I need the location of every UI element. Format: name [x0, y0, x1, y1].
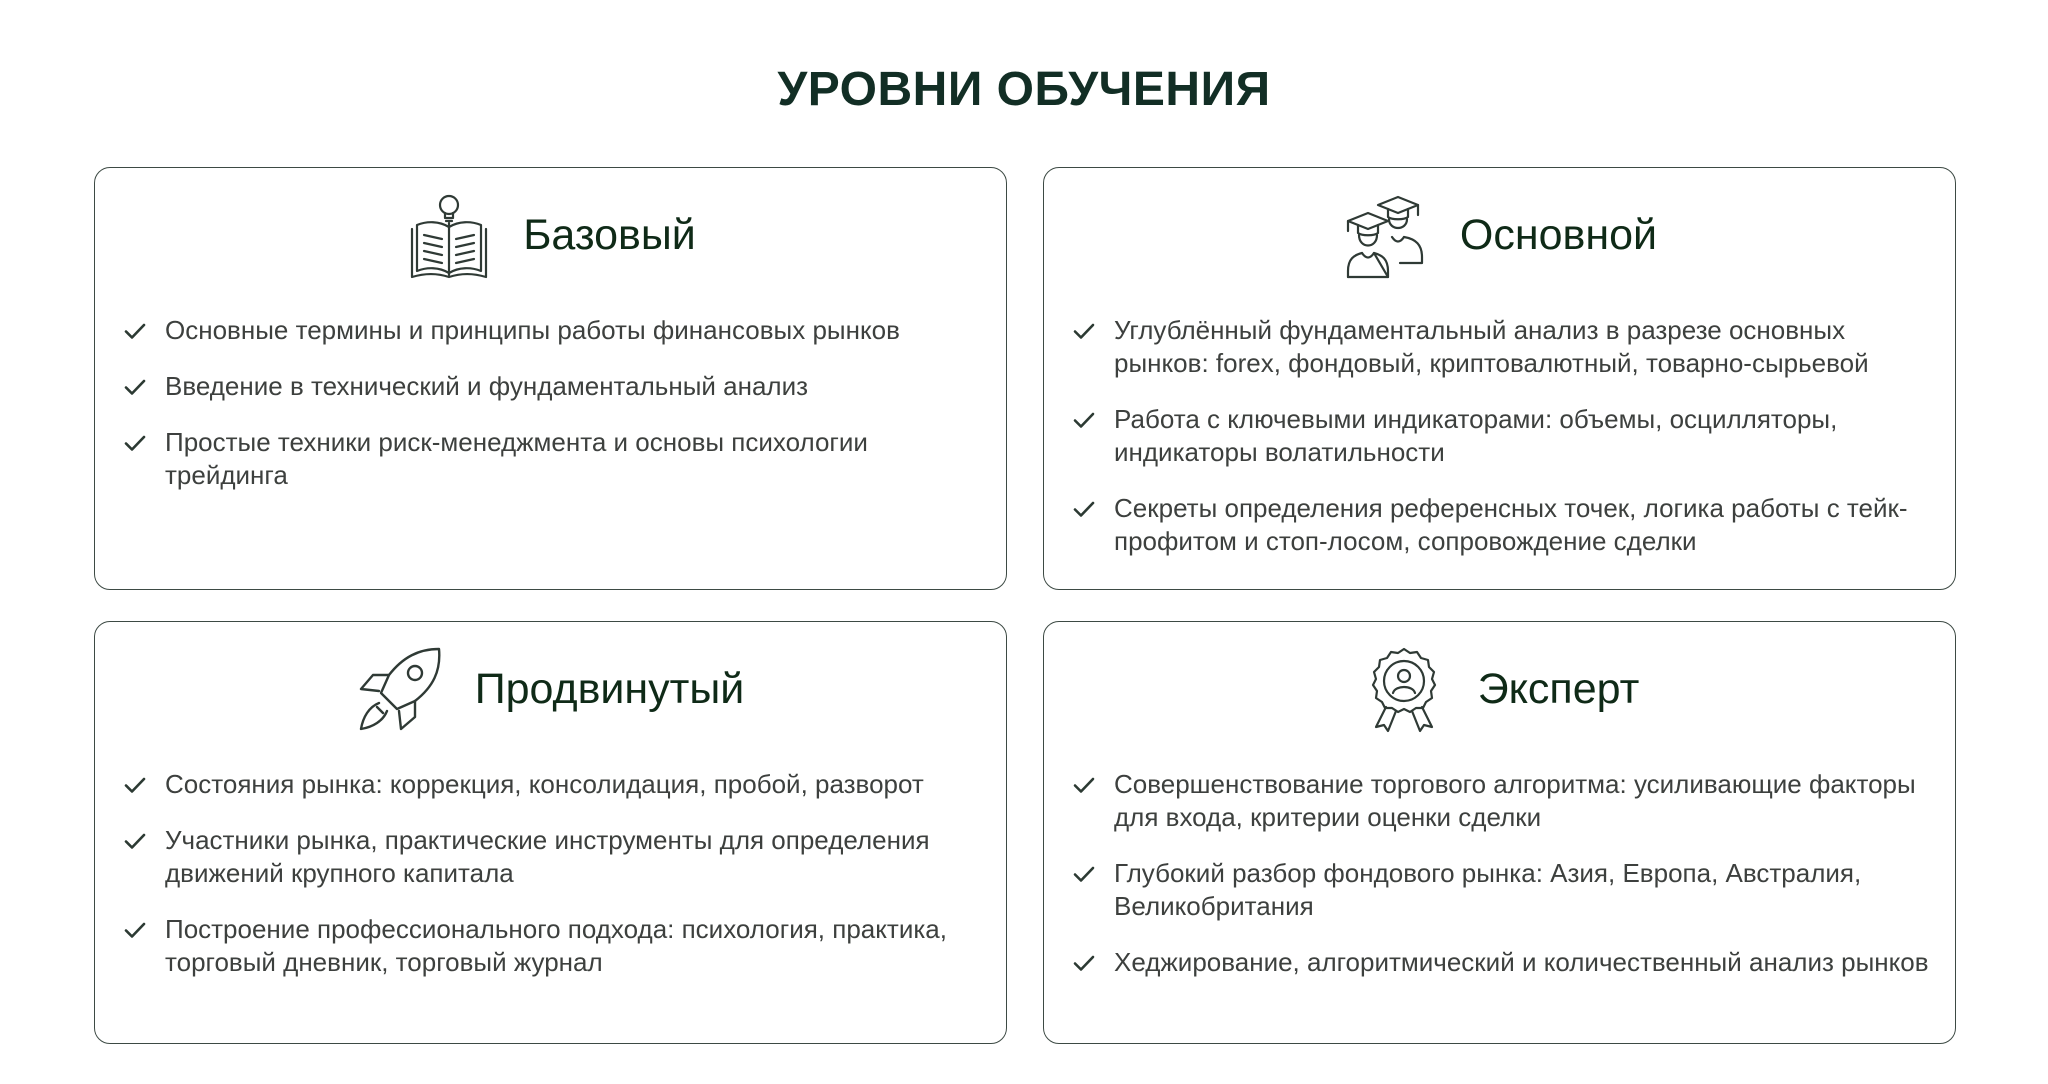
check-icon	[123, 375, 147, 399]
list-item	[123, 426, 986, 492]
check-icon	[1072, 773, 1096, 797]
card-title: Продвинутый	[474, 665, 745, 713]
list-item-text: Введение в технический и фундаментальный анализ	[165, 371, 809, 401]
list-item-text: Совершенствование торгового алгоритма: усиливающие факторы для входа, критерии оценки сделки	[1114, 769, 1916, 832]
list-item	[123, 768, 986, 801]
level-card-main	[1043, 167, 1956, 590]
list-item-text: Глубокий разбор фондового рынка: Азия, Европа, Австралия, Великобритания	[1114, 858, 1862, 921]
check-icon	[1072, 497, 1096, 521]
level-card-advanced	[94, 621, 1007, 1044]
feature-list	[1072, 314, 1935, 581]
list-item-text: Основные термины и принципы работы финансовых рынков	[165, 315, 900, 345]
list-item	[123, 824, 986, 890]
list-item	[1072, 403, 1935, 469]
card-title: Основной	[1459, 211, 1658, 259]
list-item-text: Участники рынка, практические инструменты для определения движений крупного капитала	[165, 825, 930, 888]
card-title: Базовый	[523, 211, 696, 259]
list-item	[1072, 768, 1935, 834]
feature-list	[123, 768, 986, 1002]
check-icon	[123, 829, 147, 853]
check-icon	[123, 431, 147, 455]
rocket-icon	[357, 645, 445, 733]
list-item	[123, 370, 986, 403]
list-item	[1072, 946, 1935, 979]
list-item	[1072, 857, 1935, 923]
card-header	[95, 190, 1006, 280]
list-item-text: Построение профессионального подхода: психология, практика, торговый дневник, торговый журнал	[165, 914, 947, 977]
list-item	[1072, 492, 1935, 558]
check-icon	[1072, 951, 1096, 975]
card-header	[95, 644, 1006, 734]
list-item	[123, 913, 986, 979]
list-item-text: Хеджирование, алгоритмический и количественный анализ рынков	[1114, 947, 1929, 977]
check-icon	[1072, 408, 1096, 432]
page-title: УРОВНИ ОБУЧЕНИЯ	[777, 63, 1271, 116]
list-item-text: Секреты определения референсных точек, логика работы с тейк-профитом и стоп-лосом, сопровождение сделки	[1114, 493, 1908, 556]
check-icon	[123, 918, 147, 942]
graduates-icon	[1342, 191, 1430, 279]
list-item-text: Работа с ключевыми индикаторами: объемы, осцилляторы, индикаторы волатильности	[1114, 404, 1838, 467]
award-badge-icon	[1360, 645, 1448, 733]
check-icon	[1072, 862, 1096, 886]
feature-list	[1072, 768, 1935, 1002]
level-card-basic	[94, 167, 1007, 590]
card-header	[1044, 190, 1955, 280]
check-icon	[1072, 319, 1096, 343]
list-item	[123, 314, 986, 347]
check-icon	[123, 319, 147, 343]
check-icon	[123, 773, 147, 797]
open-book-lightbulb-icon	[405, 191, 493, 279]
list-item-text: Простые техники риск-менеджмента и основы психологии трейдинга	[165, 427, 868, 490]
list-item	[1072, 314, 1935, 380]
list-item-text: Углублённый фундаментальный анализ в разрезе основных рынков: forex, фондовый, криптовалютный, товарно-сырьевой	[1114, 315, 1869, 378]
level-card-expert	[1043, 621, 1956, 1044]
card-title: Эксперт	[1477, 665, 1640, 713]
feature-list	[123, 314, 986, 515]
card-header	[1044, 644, 1955, 734]
list-item-text: Состояния рынка: коррекция, консолидация, пробой, разворот	[165, 769, 924, 799]
